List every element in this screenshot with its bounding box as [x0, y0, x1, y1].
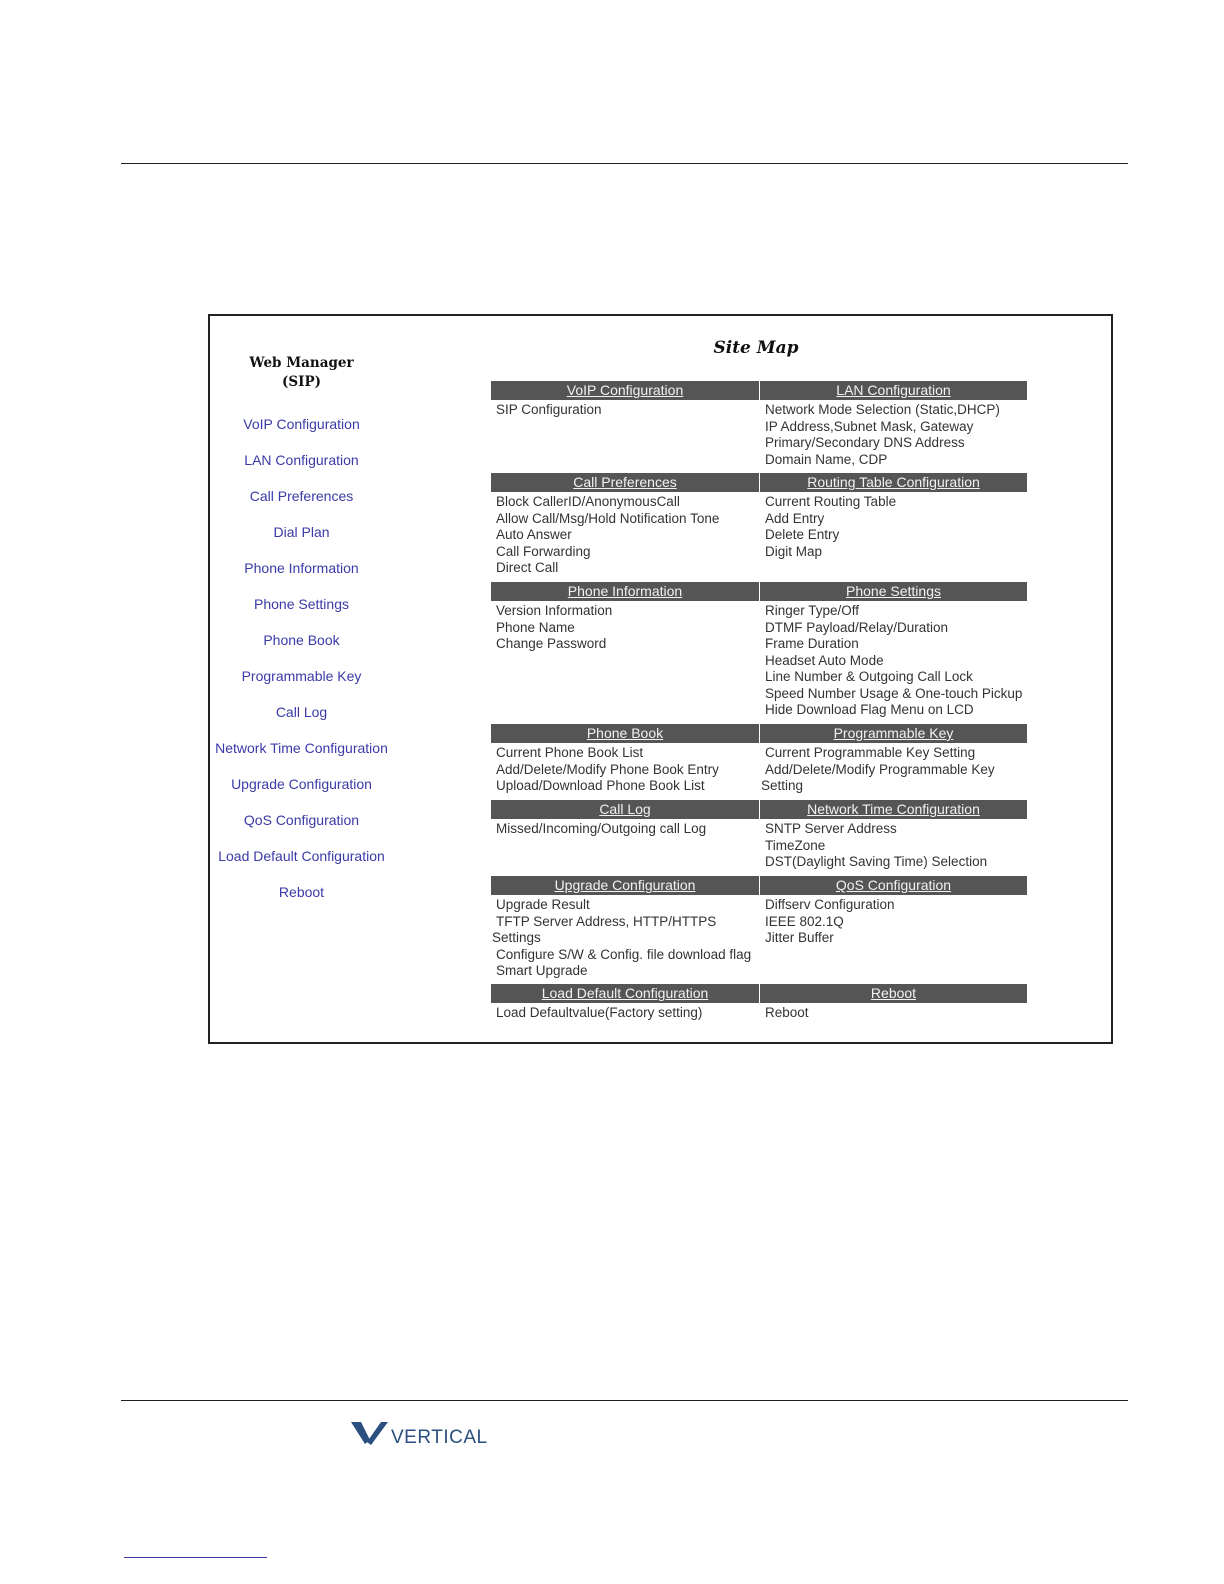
- web-manager-screenshot: [208, 314, 1113, 1044]
- section-header-link[interactable]: Call Log: [491, 800, 759, 819]
- section-header-link[interactable]: LAN Configuration: [760, 381, 1027, 400]
- section-header-link[interactable]: Routing Table Configuration: [760, 473, 1027, 492]
- nav-link-phone-settings[interactable]: Phone Settings: [254, 596, 349, 612]
- section-header-link[interactable]: Phone Settings: [760, 582, 1027, 601]
- section-item: Domain Name, CDP: [765, 451, 888, 467]
- nav-link-qos-configuration[interactable]: QoS Configuration: [243, 812, 360, 828]
- nav-link-network-time-configuration[interactable]: Network Time Configuration: [215, 740, 388, 756]
- section-item: Phone Name: [496, 619, 575, 635]
- vertical-logo: [351, 1420, 496, 1450]
- section-item: Current Routing Table: [765, 494, 897, 509]
- section-item: Line Number & Outgoing Call Lock: [765, 669, 973, 684]
- nav-link-call-log[interactable]: Call Log: [275, 704, 328, 720]
- section-item: Reboot: [765, 1005, 809, 1020]
- nav-title-line1: Web Manager: [249, 355, 354, 371]
- section-load-default-configuration: [491, 984, 759, 1022]
- section-item: Change Password: [496, 636, 607, 651]
- section-network-time-configuration: [760, 800, 1027, 871]
- section-item: Call Forwarding: [496, 543, 591, 559]
- section-item: IEEE 802.1Q: [765, 913, 844, 929]
- section-item: IP Address,Subnet Mask, Gateway: [765, 418, 974, 434]
- nav-link-phone-information[interactable]: Phone Information: [244, 560, 359, 576]
- section-item: Delete Entry: [765, 527, 840, 542]
- top-divider: [121, 163, 1128, 164]
- sitemap-title: Site Map: [713, 338, 799, 358]
- section-item: Version Information: [496, 603, 613, 618]
- section-header-link[interactable]: Upgrade Configuration: [491, 876, 759, 895]
- nav-link-voip-configuration[interactable]: VoIP Configuration: [243, 416, 360, 432]
- section-item: SNTP Server Address: [765, 821, 897, 836]
- section-item: Digit Map: [765, 543, 823, 559]
- section-routing-table-configuration: [760, 473, 1027, 560]
- section-header-link[interactable]: Load Default Configuration: [491, 984, 759, 1003]
- footer-link-underline: [124, 1557, 267, 1558]
- section-header-link[interactable]: Phone Book: [491, 724, 759, 743]
- nav-link-call-preferences[interactable]: Call Preferences: [249, 488, 354, 504]
- nav-link-dial-plan[interactable]: Dial Plan: [273, 524, 330, 540]
- bottom-divider: [121, 1400, 1128, 1401]
- section-header-link[interactable]: Phone Information: [491, 582, 759, 601]
- nav-link-load-default-configuration[interactable]: Load Default Configuration: [218, 848, 385, 864]
- section-item: Frame Duration: [765, 636, 859, 651]
- section-item: Speed Number Usage & One-touch Pickup: [765, 685, 1023, 701]
- section-lan-configuration: [760, 381, 1027, 468]
- section-header-link[interactable]: VoIP Configuration: [491, 381, 759, 400]
- nav-title-line2: (SIP): [282, 374, 321, 390]
- section-item: Hide Download Flag Menu on LCD: [765, 702, 974, 717]
- section-item: Auto Answer: [496, 527, 572, 542]
- section-item: SIP Configuration: [496, 402, 602, 417]
- logo-text: VERTICAL: [391, 1427, 488, 1448]
- section-item: Primary/Secondary DNS Address: [765, 435, 965, 450]
- section-item: TFTP Server Address, HTTP/HTTPS: [496, 913, 717, 929]
- section-qos-configuration: [760, 876, 1027, 947]
- section-item: Setting: [761, 778, 804, 793]
- section-item: Smart Upgrade: [496, 963, 588, 978]
- section-programmable-key: [760, 724, 1027, 795]
- section-item: Block CallerID/AnonymousCall: [496, 494, 680, 509]
- nav-link-phone-book[interactable]: Phone Book: [263, 632, 340, 648]
- section-item: Upload/Download Phone Book List: [496, 778, 705, 793]
- section-item: Network Mode Selection (Static,DHCP): [765, 402, 1000, 417]
- section-item: TimeZone: [765, 837, 826, 853]
- section-reboot: [760, 984, 1027, 1022]
- section-header-link[interactable]: Programmable Key: [760, 724, 1027, 743]
- section-item: Configure S/W & Config. file download flag: [496, 946, 752, 962]
- section-item: Load Defaultvalue(Factory setting): [496, 1005, 703, 1020]
- section-header-link[interactable]: Network Time Configuration: [760, 800, 1027, 819]
- section-header-link[interactable]: QoS Configuration: [760, 876, 1027, 895]
- section-item: Add/Delete/Modify Phone Book Entry: [496, 761, 719, 777]
- section-item: DTMF Payload/Relay/Duration: [765, 619, 949, 635]
- section-item: Ringer Type/Off: [765, 603, 860, 618]
- section-item: Add Entry: [765, 510, 825, 526]
- section-call-log: [491, 800, 759, 838]
- section-item: Direct Call: [496, 560, 559, 575]
- section-header-link[interactable]: Call Preferences: [491, 473, 759, 492]
- section-item: Upgrade Result: [496, 897, 590, 912]
- section-item: Settings: [492, 930, 541, 945]
- section-voip-configuration: [491, 381, 759, 419]
- section-item: Current Phone Book List: [496, 745, 644, 760]
- section-item: DST(Daylight Saving Time) Selection: [765, 854, 988, 869]
- section-upgrade-configuration: [491, 876, 759, 980]
- nav-link-programmable-key[interactable]: Programmable Key: [241, 668, 362, 684]
- section-item: Add/Delete/Modify Programmable Key: [765, 761, 995, 777]
- section-item: Missed/Incoming/Outgoing call Log: [496, 821, 707, 836]
- section-phone-settings: [760, 582, 1027, 719]
- section-item: Jitter Buffer: [765, 930, 834, 945]
- section-item: Diffserv Configuration: [765, 897, 895, 912]
- vertical-logo-mark-icon: [351, 1420, 389, 1446]
- nav-title: [210, 354, 393, 392]
- sidebar-nav: [210, 316, 400, 1042]
- section-header-link[interactable]: Reboot: [760, 984, 1027, 1003]
- section-phone-information: [491, 582, 759, 653]
- nav-link-lan-configuration[interactable]: LAN Configuration: [244, 452, 359, 468]
- section-item: Current Programmable Key Setting: [765, 745, 976, 760]
- section-item: Allow Call/Msg/Hold Notification Tone: [496, 510, 720, 526]
- nav-link-upgrade-configuration[interactable]: Upgrade Configuration: [231, 776, 372, 792]
- nav-link-reboot[interactable]: Reboot: [278, 884, 325, 900]
- section-phone-book: [491, 724, 759, 795]
- section-item: Headset Auto Mode: [765, 652, 884, 668]
- section-call-preferences: [491, 473, 759, 577]
